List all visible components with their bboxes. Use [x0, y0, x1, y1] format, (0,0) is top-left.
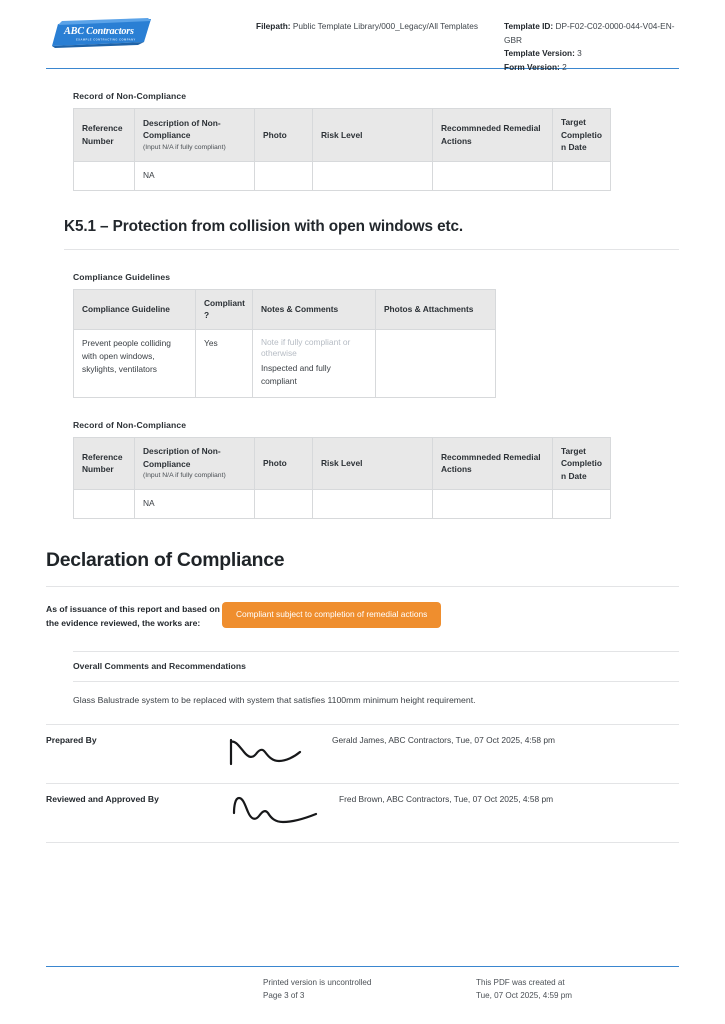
non-compliance-table-1	[73, 108, 611, 191]
col-label: Target Completio n Date	[561, 445, 602, 481]
signature-divider-bottom	[46, 842, 679, 843]
prepared-by-signature	[226, 730, 329, 774]
table-row	[74, 329, 496, 397]
non-compliance-title-1: Record of Non-Compliance	[73, 91, 187, 101]
pdf-created-value: Tue, 07 Oct 2025, 4:59 pm	[476, 991, 572, 1000]
col-hint: (Input N/A if fully compliant)	[143, 143, 226, 151]
svg-text:EXAMPLE CONTRACTING COMPANY: EXAMPLE CONTRACTING COMPANY	[76, 38, 136, 42]
col-target-date	[553, 437, 611, 490]
svg-text:ABC Contractors: ABC Contractors	[64, 26, 134, 37]
col-label: Risk Level	[321, 458, 363, 468]
comments-divider-2	[73, 681, 679, 682]
cell-remedial-actions	[433, 490, 553, 519]
col-risk-level	[313, 437, 433, 490]
col-label: Description of Non-Compliance	[143, 117, 221, 141]
cell-risk-level	[313, 490, 433, 519]
col-label: Risk Level	[321, 129, 363, 140]
cell-description: NA	[135, 490, 255, 519]
cell-target-date	[553, 161, 611, 190]
footer-pdf-info	[476, 976, 679, 1002]
col-compliant: Compliant ?	[196, 289, 253, 329]
abc-contractors-logo	[52, 18, 152, 48]
template-version-value: 3	[577, 48, 582, 58]
col-label: Description of Non-Compliance	[143, 446, 221, 469]
table-row	[74, 490, 611, 519]
filepath-label: Filepath:	[256, 21, 291, 31]
template-version-label: Template Version:	[504, 48, 575, 58]
col-target-date	[553, 109, 611, 162]
overall-comments-title: Overall Comments and Recommendations	[73, 660, 246, 671]
col-remedial-actions	[433, 109, 553, 162]
prepared-by-meta: Gerald James, ABC Contractors, Tue, 07 Oct 2025, 4:58 pm	[332, 734, 555, 745]
col-reference-number	[74, 109, 135, 162]
notes-value: Inspected and fully compliant	[260, 362, 331, 386]
declaration-divider	[46, 586, 679, 587]
cell-notes	[252, 329, 375, 397]
cell-guideline: Prevent people colliding with open windows, skylights, ventilators	[74, 329, 196, 397]
comments-divider	[73, 651, 679, 652]
logo-container	[46, 14, 256, 48]
form-version-label: Form Version:	[504, 61, 560, 72]
template-version-row	[504, 47, 679, 61]
table-header-row	[74, 289, 496, 329]
form-version-value: 2	[562, 61, 567, 72]
section-divider	[64, 249, 679, 250]
cell-photo	[255, 161, 313, 190]
col-remedial-actions	[433, 437, 553, 490]
logo-icon	[52, 18, 152, 48]
cell-photos	[375, 329, 495, 397]
non-compliance-title-2: Record of Non-Compliance	[73, 419, 187, 430]
document-footer	[0, 966, 725, 1002]
col-description	[135, 109, 255, 162]
signature-row-prepared-by	[46, 725, 679, 777]
overall-comments-body: Glass Balustrade system to be replaced with system that satisfies 1100mm minimum height requirement.	[73, 694, 476, 705]
col-risk-level	[313, 109, 433, 162]
cell-remedial-actions	[433, 161, 553, 190]
signature-icon	[226, 730, 326, 774]
compliance-guidelines-title: Compliance Guidelines	[73, 271, 171, 282]
declaration-title: Declaration of Compliance	[46, 549, 285, 571]
document-content	[0, 91, 725, 843]
col-notes-comments: Notes & Comments	[252, 289, 375, 329]
reviewed-by-label: Reviewed and Approved By	[46, 793, 159, 804]
notes-placeholder: Note if fully compliant or otherwise	[260, 336, 351, 358]
cell-target-date	[553, 490, 611, 519]
document-header	[0, 0, 725, 72]
cell-risk-level	[313, 161, 433, 190]
declaration-status-row	[46, 602, 679, 631]
col-label: Photo	[263, 458, 287, 468]
template-id-row	[504, 20, 679, 47]
compliance-guidelines-table	[73, 289, 496, 398]
cell-reference-number	[74, 490, 135, 519]
col-photo	[255, 109, 313, 162]
table-header-row	[74, 437, 611, 490]
footer-columns	[0, 967, 725, 1002]
cell-compliant: Yes	[196, 329, 253, 397]
col-label: Recommneded Remedial Actions	[441, 123, 541, 146]
page-number: Page 3 of 3	[263, 991, 305, 1000]
footer-print-notice	[263, 976, 476, 1002]
col-label: Reference Number	[82, 123, 123, 146]
col-hint: (Input N/A if fully compliant)	[143, 472, 226, 480]
template-id-value: DP-F02-C02-0000-044-V04-EN-GBR	[504, 21, 675, 45]
col-description	[135, 437, 255, 490]
col-label: Target Completio n Date	[561, 117, 602, 152]
pdf-created-label: This PDF was created at	[476, 978, 565, 987]
col-label: Recommneded Remedial Actions	[441, 451, 541, 475]
col-reference-number	[74, 437, 135, 490]
col-label: Reference Number	[82, 451, 123, 475]
signature-icon	[226, 789, 336, 833]
col-photo	[255, 437, 313, 490]
cell-reference-number	[74, 161, 135, 190]
non-compliance-table-2	[73, 437, 611, 520]
col-photos-attachments: Photos & Attachments	[375, 289, 495, 329]
table-row	[74, 161, 611, 190]
col-compliance-guideline: Compliance Guideline	[74, 289, 196, 329]
declaration-statement: As of issuance of this report and based on the evidence reviewed, the works are:	[46, 604, 220, 629]
header-template-info	[481, 14, 679, 74]
printed-version-notice: Printed version is uncontrolled	[263, 978, 372, 987]
col-label: Photo	[263, 129, 287, 140]
template-id-label: Template ID:	[504, 21, 554, 31]
table-header-row	[74, 109, 611, 162]
reviewed-by-signature	[226, 789, 336, 833]
status-badge[interactable]: Compliant subject to completion of remedial actions	[222, 602, 441, 628]
section-title-k51: K5.1 – Protection from collision with open windows etc.	[64, 217, 464, 235]
prepared-by-label: Prepared By	[46, 734, 97, 745]
form-version-row	[504, 61, 679, 75]
reviewed-by-meta: Fred Brown, ABC Contractors, Tue, 07 Oct 2025, 4:58 pm	[339, 793, 554, 804]
signature-row-reviewed-by	[46, 784, 679, 836]
cell-photo	[255, 490, 313, 519]
header-filepath	[256, 14, 481, 34]
cell-description: NA	[135, 161, 255, 190]
footer-spacer	[46, 976, 263, 1002]
filepath-value: Public Template Library/000_Legacy/All Templates	[292, 21, 478, 31]
